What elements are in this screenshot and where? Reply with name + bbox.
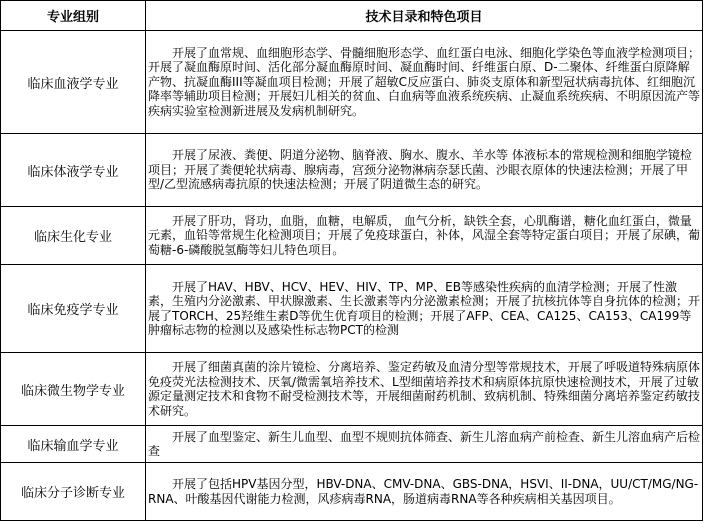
header-items: 技术目录和特色项目 — [146, 1, 703, 31]
group-cell: 临床输血学专业 — [1, 426, 146, 463]
group-cell: 临床免疫学专业 — [1, 265, 146, 353]
group-cell: 临床生化专业 — [1, 207, 146, 265]
items-cell: 开展了细菌真菌的涂片镜检、分离培养、鉴定药敏及血清分型等常规技术，开展了呼吸道特殊病原体免疫荧光法检测技术、厌氧/微需氧培养技术、L型细菌培养技术和病原体抗原快速检测技术，开展了过敏源定量测定技术和食物不耐受检测技术等，开展细菌耐药机制、致病机制、特殊细菌分离培养鉴定药敏技术研究。 — [146, 353, 703, 426]
items-cell: 开展了HAV、HBV、HCV、HEV、HIV、TP、MP、EB等感染性疾病的血清学检测；开展了性激素，生殖内分泌激素、甲状腺激素、生长激素等内分泌激素检测；开展了抗核抗体等自身抗体的检测；开展了TORCH、25羟维生素D等优生优育项目的检测；开展了AFP、CEA、CA125、CA153、CA199等肿瘤标志物的检测以及感染性标志物PCT的检测 — [146, 265, 703, 353]
group-cell: 临床体液学专业 — [1, 134, 146, 207]
table-row — [1, 134, 703, 207]
table-header-row — [1, 1, 703, 31]
header-group: 专业组别 — [1, 1, 146, 31]
items-cell: 开展了包括HPV基因分型，HBV-DNA、CMV-DNA、GBS-DNA，HSVI、II-DNA，UU/CT/MG/NG-RNA、叶酸基因代谢能力检测，风疹病毒RNA，肠道病毒RNA等各种疾病相关基因项目。 — [146, 463, 703, 521]
table-row — [1, 426, 703, 463]
group-cell: 临床血液学专业 — [1, 31, 146, 134]
items-cell: 开展了血常规、血细胞形态学、骨髓细胞形态学、血红蛋白电泳、细胞化学染色等血液学检测项目；开展了凝血酶原时间、活化部分凝血酶原时间、凝血酶时间、纤维蛋白原、D-二聚体、纤维蛋白原降解产物、抗凝血酶III等凝血项目检测；开展了超敏C反应蛋白、肺炎支原体和新型冠状病毒抗体、红细胞沉降率等辅助项目检测；开展妇儿相关的贫血、白血病等血液系统疾病、止凝血系统疾病、不明原因流产等疾病实验室检测新进展及发病机制研究。 — [146, 31, 703, 134]
table-row — [1, 463, 703, 521]
items-cell: 开展了尿液、粪便、阴道分泌物、脑脊液、胸水、腹水、羊水等 体液标本的常规检测和细胞学镜检项目；开展了粪便轮状病毒、腺病毒，宫颈分泌物淋病奈瑟氏菌、沙眼衣原体的快速法检测；开展了甲型/乙型流感病毒抗原的快速法检测；开展了阴道微生态的研究。 — [146, 134, 703, 207]
table-row — [1, 31, 703, 134]
items-cell: 开展了血型鉴定、新生儿血型、血型不规则抗体筛查、新生儿溶血病产前检查、新生儿溶血病产后检查 — [146, 426, 703, 463]
group-cell: 临床分子诊断专业 — [1, 463, 146, 521]
group-cell: 临床微生物学专业 — [1, 353, 146, 426]
table-row — [1, 353, 703, 426]
table-row — [1, 265, 703, 353]
items-cell: 开展了肝功，肾功，血脂，血糖，电解质， 血气分析，缺铁全套，心肌酶谱，糖化血红蛋白，微量元素，血铅等常规生化检测项目；开展了免疫球蛋白，补体，风湿全套等特定蛋白项目；开展了尿碘，葡萄糖-6-磷酸脱氢酶等妇儿特色项目。 — [146, 207, 703, 265]
table-row — [1, 207, 703, 265]
